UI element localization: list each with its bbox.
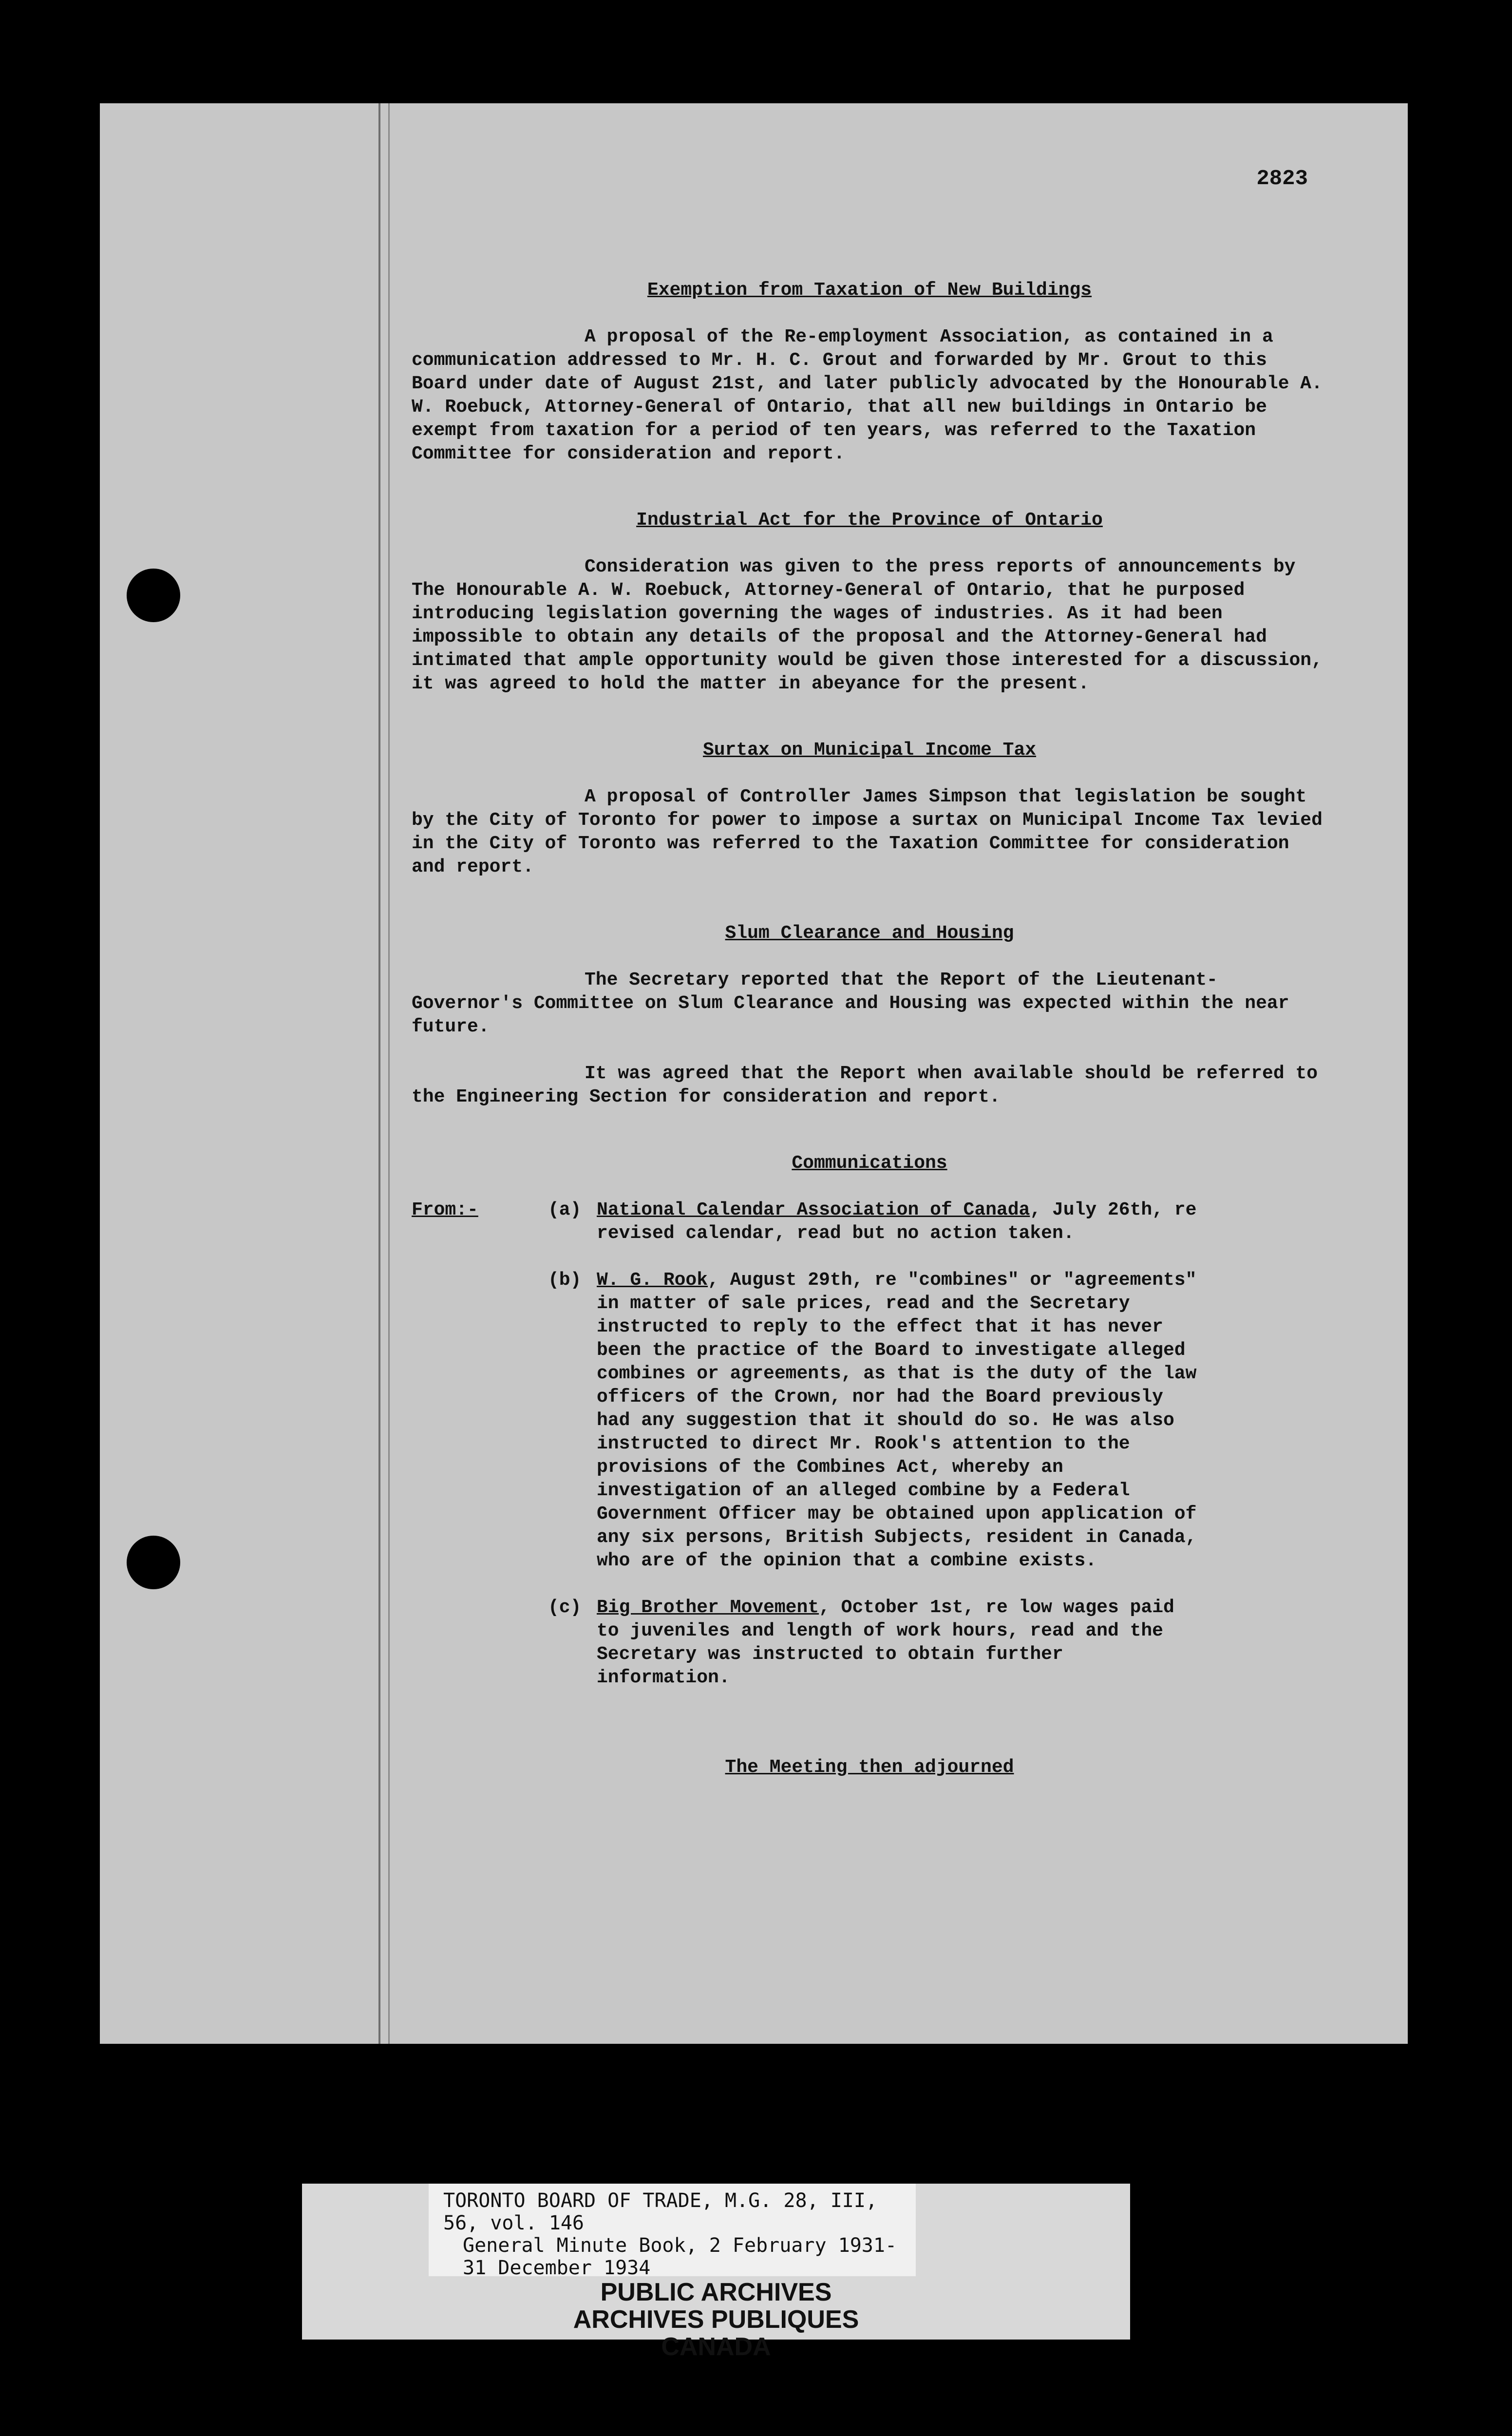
page-number: 2823	[1256, 167, 1308, 191]
section-paragraph: Consideration was given to the press reports of announcements by The Honourable A. W. Roebuck, Attorney-General of Ontario, that he purposed introducing legislation governing the wages of industries. As it had been impossible to obtain any details of the proposal and the Attorney-General had intimated that ample opportunity would be given those interested for a discussion, it was agreed to hold the matter in abeyance for the present.	[412, 556, 1323, 694]
item-letter: (a)	[548, 1199, 582, 1220]
item-sender: Big Brother Movement	[597, 1597, 819, 1618]
closing-line: The Meeting then adjourned	[725, 1757, 1014, 1778]
section-paragraph: It was agreed that the Report when available should be referred to the Engineering Section for consideration and report.	[412, 1063, 1318, 1107]
minutes-body	[412, 279, 1327, 1779]
section-heading: Surtax on Municipal Income Tax	[702, 740, 1037, 761]
item-text	[597, 1596, 1201, 1690]
archives-en: PUBLIC ARCHIVES	[600, 2278, 832, 2306]
caption-line-1: TORONTO BOARD OF TRADE, M.G. 28, III, 56, vol. 146	[443, 2189, 878, 2234]
communication-item	[412, 1596, 1327, 1690]
punch-hole-bottom	[127, 1536, 180, 1589]
section-heading: Industrial Act for the Province of Ontario	[636, 510, 1103, 531]
item-body: , October 1st, re low wages paid to juveniles and length of work hours, read and the Secretary was instructed to obtain further information.	[597, 1597, 1174, 1688]
document-page	[100, 103, 1408, 2044]
archives-fr: ARCHIVES PUBLIQUES	[573, 2305, 859, 2334]
section-paragraph: A proposal of Controller James Simpson that legislation be sought by the City of Toronto for power to impose a surtax on Municipal Income Tax levied in the City of Toronto was referred to the Taxation Committee for consideration and report.	[412, 786, 1323, 877]
item-sender: W. G. Rook	[597, 1270, 708, 1291]
communication-item	[412, 1199, 1327, 1245]
archives-stamp	[302, 2279, 1130, 2360]
item-body: , July 26th, re revised calendar, read but no action taken.	[597, 1199, 1197, 1244]
archives-country: CANADA	[661, 2333, 771, 2361]
caption-line-2: General Minute Book, 2 February 1931-31 December 1934	[463, 2234, 897, 2279]
archive-caption	[302, 2184, 1130, 2361]
section-paragraph: A proposal of the Re-employment Association, as contained in a communication addressed to Mr. H. C. Grout and forwarded by Mr. Grout to this Board under date of August 21st, and later publicly advocated by the Honourable A. W. Roebuck, Attorney-General of Ontario, that all new buildings in Ontario be exempt from taxation for a period of ten years, was referred to the Taxation Committee for consideration and report.	[412, 326, 1323, 464]
communication-item	[412, 1269, 1327, 1573]
item-letter: (b)	[548, 1270, 582, 1291]
from-label: From:-	[412, 1199, 478, 1220]
section-heading: Exemption from Taxation of New Buildings	[647, 280, 1092, 301]
item-text	[597, 1269, 1201, 1573]
item-sender: National Calendar Association of Canada	[597, 1199, 1030, 1220]
item-body: , August 29th, re "combines" or "agreements" in matter of sale prices, read and the Secretary instructed to reply to the effect that it has never been the practice of the Board to investigate alleged combines or agreements, as that is the duty of the law officers of the Crown, nor had the Board previously had any suggestion that it should do so. He was also instructed to direct Mr. Rook's attention to the provisions of the Combines Act, whereby an investigation of an alleged combine by a Federal Government Officer may be obtained upon application of any six persons, British Subjects, resident in Canada, who are of the opinion that a combine exists.	[597, 1270, 1197, 1571]
item-text	[597, 1199, 1201, 1245]
margin-rule	[378, 103, 380, 2044]
caption-label	[429, 2184, 916, 2279]
communications-heading: Communications	[792, 1153, 947, 1174]
margin-rule-inner	[388, 103, 390, 2044]
section-paragraph: The Secretary reported that the Report of the Lieutenant-Governor's Committee on Slum Clearance and Housing was expected within the near future.	[412, 970, 1289, 1037]
item-letter: (c)	[548, 1597, 582, 1618]
section-heading: Slum Clearance and Housing	[725, 923, 1014, 944]
punch-hole-top	[127, 569, 180, 622]
